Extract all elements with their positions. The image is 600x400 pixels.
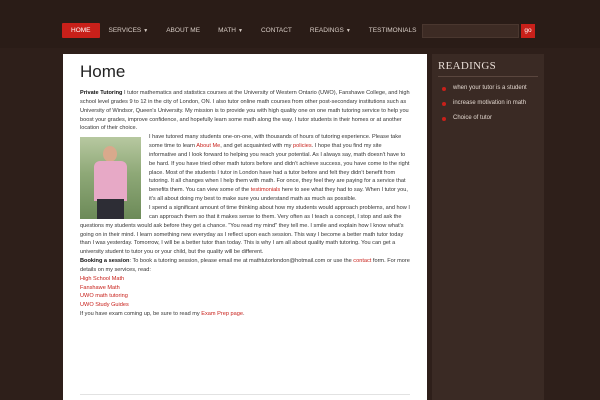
nav-services[interactable] bbox=[100, 23, 158, 38]
uwo-math-tutoring-link[interactable]: UWO math tutoring bbox=[80, 293, 128, 300]
policies-link[interactable]: policies bbox=[292, 143, 312, 150]
p2-text-c: . I hope that you find my site informative and I look forward to helping you reach your potential. As I always say, math doesn't have to be hard. If you have tried other math tutors before and didn't achieve success, you have come to the right place. Most of the students I tutor in London have had a tutor before and felt they didn't benefit from tutoring. It all changes when I help them with math. For once, they feel they are paying for a service that benefits them. You can view some of the bbox=[149, 143, 410, 194]
exam-end: . bbox=[242, 311, 245, 318]
booking-text: : To book a tutoring session, please email me at mathtutorlondon@hotmail.com or use the bbox=[129, 258, 354, 265]
chevron-down-icon: ▼ bbox=[238, 28, 243, 34]
approach-paragraph: I spend a significant amount of time thinking about how my students would approach problems, and how I can approach them so that it makes sense to them. Very often as I teach a concept, I stop and ask the questions my students would ask before they get a chance. "You read my mind" they tell me. I smile and explain how I know what's going on in their mind. I learn something new everyday as I reflect upon each session. This way I become a better math tutor today than I was yesterday. Tomorrow, I will be a better tutor than today. This is why I am all about quality math tutoring. You can get a university student to tutor you or your child, but the quality will be different. bbox=[80, 204, 410, 256]
bullet-icon bbox=[442, 102, 446, 106]
photo-shirt bbox=[94, 161, 127, 201]
nav-about-me[interactable]: ABOUT ME bbox=[166, 27, 201, 34]
sidebar-divider bbox=[438, 76, 538, 77]
exam-prep-link[interactable]: Exam Prep page bbox=[201, 311, 243, 318]
about-me-link[interactable]: About Me bbox=[196, 143, 221, 150]
exam-text: If you have exam coming up, be sure to read my bbox=[80, 311, 202, 318]
nav-readings[interactable] bbox=[301, 23, 360, 38]
p2-text-a: I have tutored many students one-on-one, with thousands of hours of tutoring experience. Please take some time to learn bbox=[149, 134, 402, 150]
intro-bold: Private Tutoring bbox=[80, 90, 123, 96]
nav-contact[interactable]: CONTACT bbox=[260, 27, 292, 34]
page-title: Home bbox=[80, 62, 126, 81]
top-bar bbox=[0, 0, 600, 48]
nav-readings-label: READINGS bbox=[309, 27, 344, 34]
readings-list bbox=[432, 85, 544, 122]
testimonials-link[interactable]: testimonials bbox=[250, 187, 281, 194]
nav-math[interactable] bbox=[209, 23, 252, 38]
sidebar bbox=[432, 54, 544, 400]
nav-math-label: MATH bbox=[218, 27, 236, 34]
chevron-down-icon: ▼ bbox=[345, 28, 351, 34]
uwo-study-guides-link[interactable]: UWO Study Guides bbox=[80, 302, 129, 309]
intro-paragraph bbox=[80, 89, 410, 133]
contact-link[interactable]: contact bbox=[353, 258, 372, 265]
fanshawe-math-link[interactable]: Fanshawe Math bbox=[80, 284, 120, 291]
booking-text-2: form. For more details on my services, read: bbox=[80, 258, 410, 273]
high-school-math-link[interactable]: High School Math bbox=[80, 275, 125, 282]
nav-testimonials[interactable]: TESTIMONIALS bbox=[368, 27, 417, 34]
content-divider bbox=[80, 394, 410, 395]
chevron-down-icon: ▼ bbox=[143, 28, 149, 34]
p2-text-b: , and get acquainted with my bbox=[220, 143, 293, 150]
booking-bold: Booking a session bbox=[80, 258, 130, 265]
photo-pants bbox=[97, 199, 124, 219]
readings-item-label: increase motivation in math bbox=[453, 100, 527, 106]
readings-item[interactable] bbox=[442, 115, 544, 122]
exam-paragraph bbox=[80, 310, 410, 319]
bullet-icon bbox=[442, 117, 446, 121]
services-link-list bbox=[80, 275, 410, 310]
intro-text: I tutor mathematics and statistics courses at the University of Western Ontario (UWO), Fanshawe College, and high school level grades 9 to 12 in the city of London, ON. I also tutor online math courses from other post-secondary institutions such as University of Windsor, Queen's University. My mission is to provide you with high quality one on one math tutoring service to help you boost your grades, improve confidence, and hopefully learn some math along the way. I tutor students in their homes or at another location of their choice. bbox=[80, 90, 410, 132]
search-input[interactable] bbox=[422, 24, 519, 38]
p2-text-d: here to see what they had to say. When I tutor you, it's all about doing my best to make sure you understand math as much as possible. bbox=[149, 187, 408, 203]
booking-paragraph bbox=[80, 257, 410, 275]
main-content bbox=[63, 54, 427, 400]
search-go-button[interactable]: go bbox=[521, 24, 535, 38]
sidebar-title: READINGS bbox=[438, 60, 497, 72]
photo-head bbox=[103, 146, 117, 162]
readings-item-label: when your tutor is a student bbox=[453, 85, 527, 91]
readings-item[interactable] bbox=[442, 100, 544, 107]
bullet-icon bbox=[442, 87, 446, 91]
nav-home[interactable]: HOME bbox=[62, 23, 100, 38]
main-nav bbox=[62, 23, 425, 38]
tutor-photo bbox=[80, 137, 141, 219]
readings-item[interactable] bbox=[442, 85, 544, 92]
readings-item-label: Choice of tutor bbox=[453, 115, 493, 121]
nav-services-label: SERVICES bbox=[108, 27, 142, 34]
